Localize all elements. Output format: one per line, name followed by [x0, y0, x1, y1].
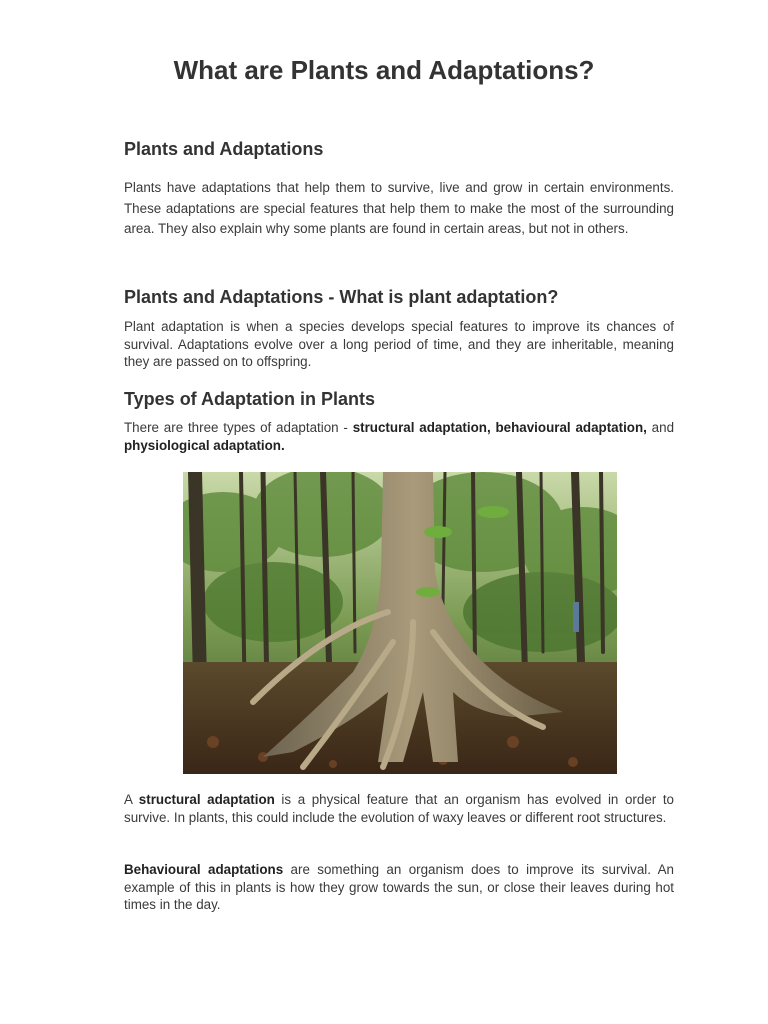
section-paragraph-container	[124, 419, 674, 454]
buttress-roots-photo	[183, 472, 617, 774]
types-bold-structural-behavioural: structural adaptation, behavioural adaptation,	[352, 420, 647, 435]
section-heading: Plants and Adaptations - What is plant adaptation?	[124, 287, 559, 307]
types-intro-text: There are three types of adaptation -	[124, 420, 353, 435]
section-paragraph-container	[124, 178, 674, 240]
behavioural-term: Behavioural adaptations	[124, 862, 284, 877]
behavioural-rest: are something an organism does to improve its survival. An example of this in plants is how they grow towards the sun, or close their leaves during hot times in the day.	[124, 862, 674, 913]
section-what-is-plant-adaptation	[124, 285, 674, 309]
structural-prefix: A	[124, 792, 139, 807]
structural-adaptation-paragraph-container	[124, 791, 674, 826]
structural-rest: is a physical feature that an organism has evolved in order to survive. In plants, this could include the evolution of waxy leaves or different root structures.	[124, 792, 674, 825]
types-and-text: and	[646, 420, 675, 435]
types-paragraph	[124, 419, 674, 454]
document-title: What are Plants and Adaptations?	[173, 55, 595, 85]
section-plants-and-adaptations	[124, 137, 674, 161]
structural-term: structural adaptation	[138, 792, 275, 807]
section-paragraph: Plant adaptation is when a species develops special features to improve its chances of survival. Adaptations evolve over a long period of time, and they are inheritable, meaning they are passed on to offspring.	[124, 319, 674, 370]
section-types-of-adaptation	[124, 387, 674, 411]
section-heading: Plants and Adaptations	[124, 139, 324, 159]
section-heading: Types of Adaptation in Plants	[124, 389, 376, 409]
behavioural-adaptation-paragraph	[124, 861, 674, 914]
types-bold-physiological: physiological adaptation.	[124, 437, 285, 453]
structural-adaptation-paragraph	[124, 791, 674, 826]
section-paragraph: Plants have adaptations that help them to survive, live and grow in certain environments. These adaptations are special features that help them to make the most of the surrounding area. They also explain why some plants are found in certain areas, but not in others.	[124, 180, 674, 236]
behavioural-adaptation-paragraph-container	[124, 861, 674, 914]
section-paragraph-container	[124, 318, 674, 371]
